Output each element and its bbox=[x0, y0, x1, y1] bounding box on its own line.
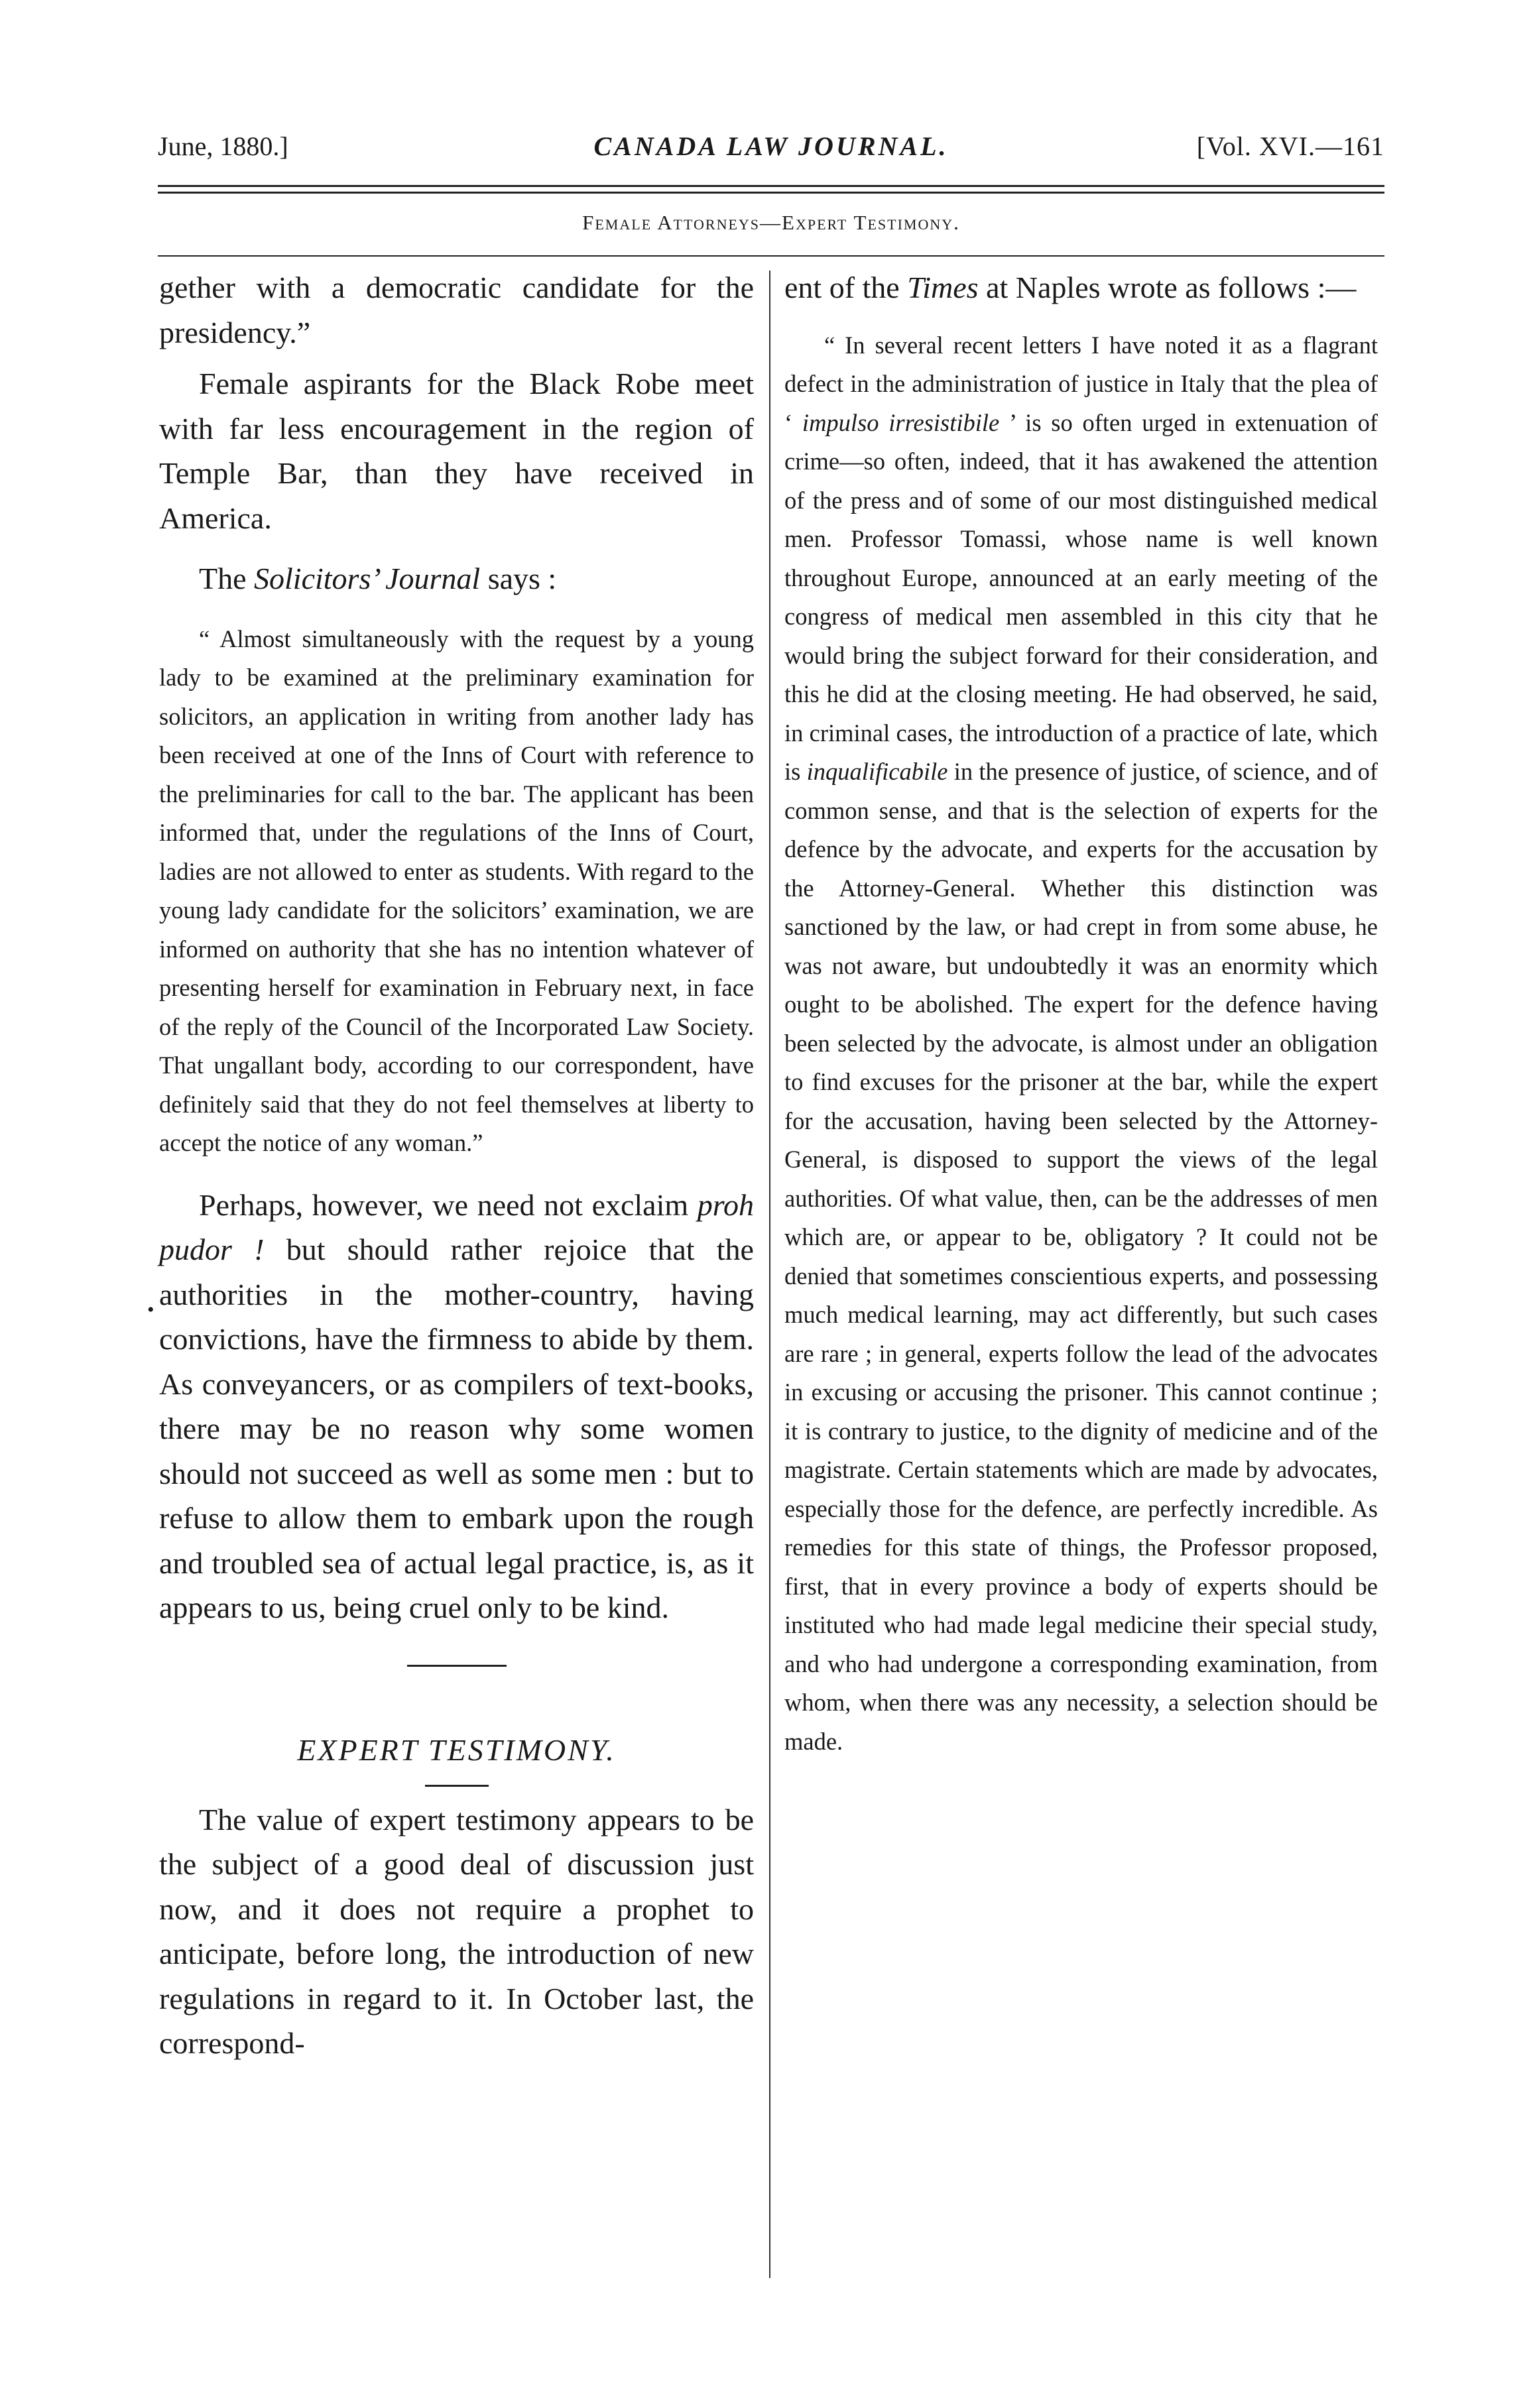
subheading-rule bbox=[158, 255, 1384, 257]
paragraph-proh-pudor bbox=[159, 1183, 754, 1630]
italian-word-italic: inqualificabile bbox=[806, 758, 948, 785]
column-divider bbox=[769, 271, 770, 2278]
text-segment: The bbox=[199, 562, 255, 595]
margin-bullet: • bbox=[147, 1299, 154, 1321]
section-title-rule bbox=[425, 1785, 489, 1787]
header-rule-top bbox=[158, 185, 1384, 187]
continued-paragraph: gether with a democratic candidate for the presidency.” bbox=[159, 271, 754, 349]
running-header bbox=[158, 130, 1384, 176]
latin-phrase-italic: proh pudor ! bbox=[159, 1187, 754, 1266]
volume-page-number: [Vol. XVI.—161 bbox=[1196, 131, 1384, 161]
paragraph-expert-testimony: The value of expert testimony appears to be the subject of a good deal of discussion just now, and it does not require a prophet to anticipate, before long, the introduction of new regulations in regard to it. In October last, the correspond- bbox=[159, 1802, 754, 2060]
paragraph-black-robe: Female aspirants for the Black Robe meet with far less encouragement in the region of Temple Bar, than they have received in America. bbox=[159, 367, 754, 535]
left-column bbox=[159, 265, 754, 2066]
journal-title: CANADA LAW JOURNAL. bbox=[593, 131, 949, 161]
paragraph-solicitors-journal bbox=[159, 556, 754, 601]
section-separator-rule bbox=[407, 1665, 507, 1667]
text-segment: but should rather rejoice that the authorities in the mother-country, having convictions, have the firmness to abide by them. As conveyancers, or as compilers of text-books, there may be no reason why some women should not succeed as well as some men : but to refuse to allow them to embark upon the rough and troubled sea of actual legal practice, is, as it appears to us, being cruel only to be kind. bbox=[159, 1233, 754, 1624]
section-title: EXPERT TESTIMONY. bbox=[297, 1732, 616, 1767]
text-segment: “ In several recent letters I have noted it as a flagrant defect in the administration of justice in Italy that the plea of ‘ bbox=[784, 331, 1378, 436]
quotation-block bbox=[784, 326, 1378, 1762]
text-segment: Perhaps, however, we need not exclaim bbox=[199, 1187, 698, 1222]
newspaper-name-italic: Times bbox=[907, 271, 979, 304]
text-segment: in the presence of justice, of science, and of common sense, and that is the selection of experts for the defence by the advocate, and experts for the accusation by the Attorney-General. Whether this distinction was sanctioned by the law, or had crept in from some abuse, he was not aware, but undoubtedly it was an enormity which ought to be abolished. The expert for the defence having been selected by the advocate, is almost under an obligation to find excuses for the prisoner at the bar, while the expert for the accusation, having been selected by the Attorney-General, is disposed to support the views of the legal authorities. Of what value, then, can be the addresses of men which are, or appear to be, obligatory ? It could not be denied that sometimes conscientious experts, and possessing much medical learning, may act differently, but such cases are rare ; in general, experts follow the lead of the advocates in excusing or accusing the prisoner. This cannot continue ; it is contrary to justice, to the dignity of medicine and of the magistrate. Certain statements which are made by advocates, especially those for the defence, are perfectly incredible. As remedies for this state of things, the Professor proposed, first, that in every province a body of experts should be instituted who had made legal medicine their special study, and who had undergone a corresponding examination, from whom, when there was any necessity, a selection should be made. bbox=[784, 758, 1378, 1755]
quotation-block: “ Almost simultaneously with the request by a young lady to be examined at the preliminary examination for solicitors, an application in writing from another lady has been received at one of the Inns of Court with reference to the preliminaries for call to the bar. The applicant has been informed that, under the regulations of the Inns of Court, ladies are not allowed to enter as students. With regard to the young lady candidate for the solicitors’ examination, we are informed on authority that she has no intention whatever of presenting herself for examination in February next, in face of the reply of the Council of the Incorporated Law Society. That ungallant body, according to our correspondent, have definitely said that they do not feel themselves at liberty to accept the notice of any woman.” bbox=[159, 625, 754, 1156]
journal-name-italic: Solicitors’ Journal bbox=[254, 562, 481, 595]
text-segment: says : bbox=[480, 562, 557, 595]
text-segment: at Naples wrote as follows :— bbox=[978, 271, 1357, 304]
text-segment: ’ is so often urged in extenuation of crime—so often, indeed, that it has awakened the attention of the press and of some of our most distinguished medical men. Professor Tomassi, whose name is well known throughout Europe, announced at an early meeting of the congress of medical men assembled in this city that he would bring the subject forward for their consideration, and this he did at the closing meeting. He had observed, he said, in criminal cases, the introduction of a practice of late, which is bbox=[784, 408, 1378, 785]
right-column bbox=[784, 265, 1378, 1761]
page-subheading: Female Attorneys—Expert Testimony. bbox=[582, 211, 960, 234]
continued-paragraph bbox=[784, 265, 1378, 310]
latin-phrase-italic: impulso irresistibile bbox=[802, 408, 1000, 436]
text-segment: ent of the bbox=[784, 271, 908, 304]
issue-date: June, 1880.] bbox=[158, 131, 288, 161]
header-rule-bottom bbox=[158, 192, 1384, 194]
